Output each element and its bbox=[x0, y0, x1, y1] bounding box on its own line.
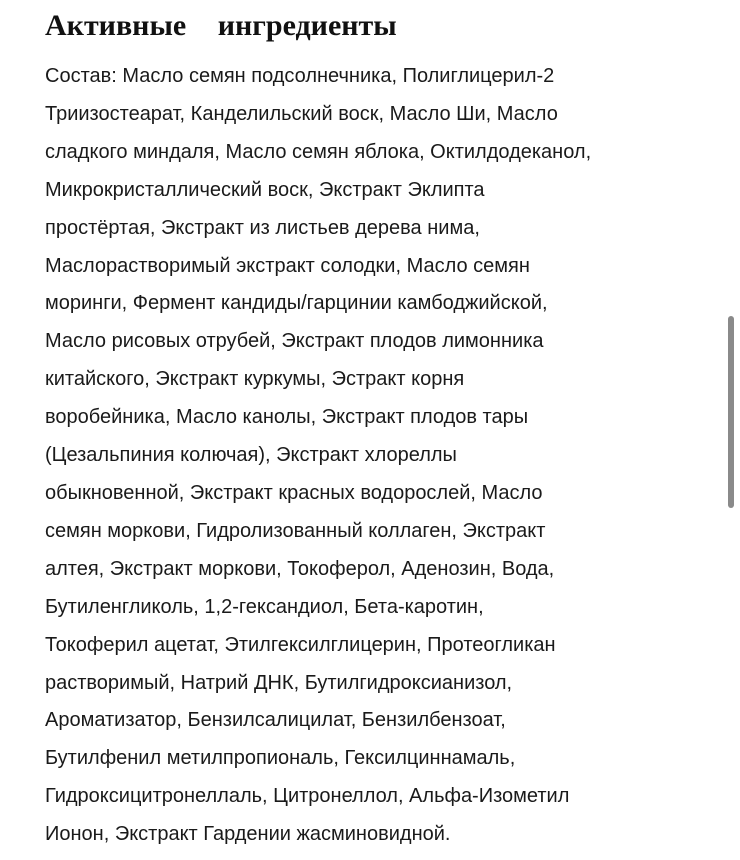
ingredients-line: обыкновенной, Экстракт красных водорослей, Масло bbox=[45, 481, 543, 504]
ingredients-line: Микрокристаллический воск, Экстракт Эклипта bbox=[45, 178, 485, 201]
page-title: Активные ингредиенты bbox=[45, 9, 397, 42]
ingredients-line: Маслорастворимый экстракт солодки, Масло семян bbox=[45, 254, 530, 277]
ingredients-line: Бутилфенил метилпропиональ, Гексилциннамаль, bbox=[45, 747, 516, 770]
ingredients-line: Гидроксицитронеллаль, Цитронеллол, Альфа-Изометил bbox=[45, 785, 570, 808]
ingredients-line: Бутиленгликоль, 1,2-гександиол, Бета-каротин, bbox=[45, 595, 484, 618]
ingredients-line: Токоферил ацетат, Этилгексилглицерин, Протеогликан bbox=[45, 633, 556, 656]
vertical-scrollbar[interactable] bbox=[728, 316, 734, 508]
ingredients-line: алтея, Экстракт моркови, Токоферол, Аденозин, Вода, bbox=[45, 557, 555, 580]
ingredients-line: Ароматизатор, Бензилсалицилат, Бензилбензоат, bbox=[45, 709, 506, 732]
ingredients-line: простёртая, Экстракт из листьев дерева нима, bbox=[45, 216, 480, 239]
ingredients-line: воробейника, Масло канолы, Экстракт плодов тары bbox=[45, 406, 529, 429]
ingredients-line: моринги, Фермент кандиды/гарцинии камбоджийской, bbox=[45, 292, 548, 315]
ingredients-text bbox=[45, 58, 705, 854]
ingredients-line: Ионон, Экстракт Гардении жасминовидной. bbox=[45, 823, 451, 846]
ingredients-line: Состав: Масло семян подсолнечника, Полиглицерил-2 bbox=[45, 65, 555, 87]
ingredients-line: Триизостеарат, Канделильский воск, Масло Ши, Масло bbox=[45, 102, 558, 125]
ingredients-line: растворимый, Натрий ДНК, Бутилгидроксианизол, bbox=[45, 671, 513, 694]
ingredients-line: Масло рисовых отрубей, Экстракт плодов лимонника bbox=[45, 330, 544, 353]
ingredients-line: китайского, Экстракт куркумы, Эстракт корня bbox=[45, 368, 465, 391]
ingredients-line: семян моркови, Гидролизованный коллаген, Экстракт bbox=[45, 519, 546, 542]
ingredients-line: (Цезальпиния колючая), Экстракт хлореллы bbox=[45, 444, 457, 467]
ingredients-line: сладкого миндаля, Масло семян яблока, Октилдодеканол, bbox=[45, 140, 592, 163]
